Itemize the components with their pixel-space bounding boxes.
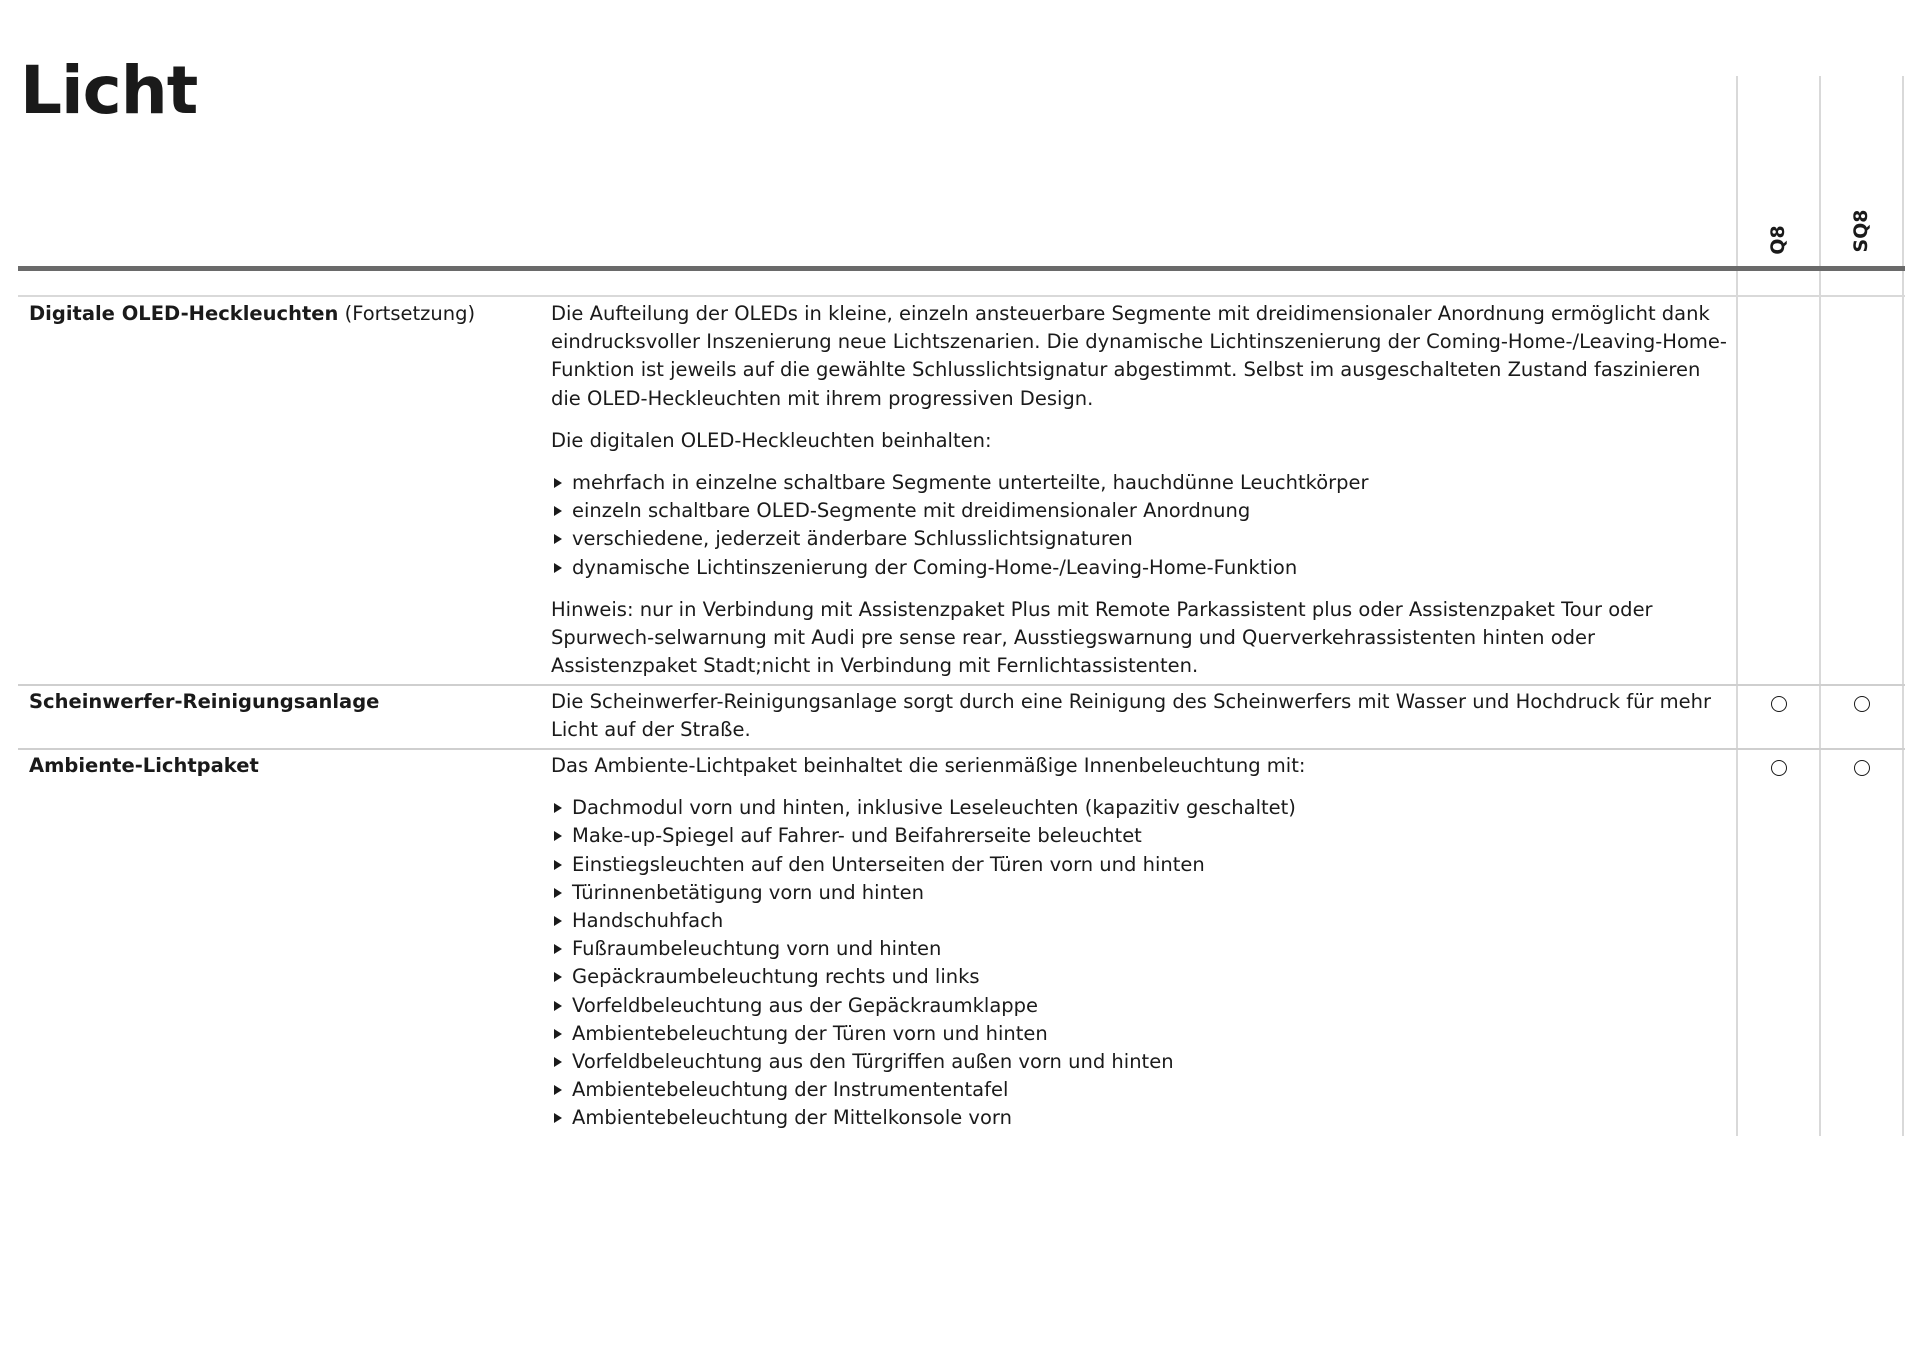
list-item: dynamische Lichtinszenierung der Coming-Home-/Leaving-Home-Funktion xyxy=(551,554,1731,582)
feature-name xyxy=(29,300,475,328)
list-item: Fußraumbeleuchtung vorn und hinten xyxy=(551,935,1731,963)
feature-name xyxy=(29,752,259,780)
availability-optional-q8 xyxy=(1771,760,1787,776)
feature-suffix: (Fortsetzung) xyxy=(338,302,476,325)
list-item: Türinnenbetätigung vorn und hinten xyxy=(551,879,1731,907)
description-paragraph: Das Ambiente-Lichtpaket beinhaltet die serienmäßige Innenbeleuchtung mit: xyxy=(551,754,1306,777)
note-paragraph: Hinweis: nur in Verbindung mit Assistenzpaket Plus mit Remote Parkassistent plus oder Assistenzpaket Tour oder Spurwech-selwarnung mit Audi pre sense rear, Ausstiegswarnung und Querverkehrassistenten hinten oder Assistenzpaket Stadt;nicht in Verbindung mit Fernlichtassistenten. xyxy=(551,597,1653,678)
list-item: Vorfeldbeleuchtung aus der Gepäckraumklappe xyxy=(551,992,1731,1020)
list-item: Handschuhfach xyxy=(551,907,1731,935)
model-header-q8: Q8 xyxy=(1767,225,1789,255)
model-header-sq8: SQ8 xyxy=(1850,209,1872,253)
list-item: einzeln schaltbare OLED-Segmente mit dreidimensionaler Anordnung xyxy=(551,497,1731,525)
column-divider xyxy=(1902,76,1904,1136)
column-divider xyxy=(1736,76,1738,1136)
feature-description xyxy=(551,300,1731,694)
availability-optional-sq8 xyxy=(1854,760,1870,776)
feature-title: Digitale OLED-Heckleuchten xyxy=(29,302,339,325)
bullet-list xyxy=(551,794,1731,1132)
row-divider xyxy=(18,748,1905,750)
feature-description xyxy=(551,752,1731,1147)
row-divider xyxy=(18,684,1905,686)
feature-name xyxy=(29,688,379,716)
availability-optional-q8 xyxy=(1771,696,1787,712)
table-top-divider xyxy=(18,295,1905,297)
description-paragraph: Die digitalen OLED-Heckleuchten beinhalten: xyxy=(551,428,992,452)
availability-optional-sq8 xyxy=(1854,696,1870,712)
list-item: Dachmodul vorn und hinten, inklusive Leseleuchten (kapazitiv geschaltet) xyxy=(551,794,1731,822)
description-paragraph: Die Scheinwerfer-Reinigungsanlage sorgt durch eine Reinigung des Scheinwerfers mit Wasser und Hochdruck für mehr Licht auf der Straße. xyxy=(551,690,1712,742)
list-item: Ambientebeleuchtung der Instrumententafel xyxy=(551,1076,1731,1104)
feature-title: Ambiente-Lichtpaket xyxy=(29,754,259,777)
feature-title: Scheinwerfer-Reinigungsanlage xyxy=(29,690,380,713)
page-title: Licht xyxy=(20,52,198,129)
column-divider xyxy=(1819,76,1821,1136)
list-item: Gepäckraumbeleuchtung rechts und links xyxy=(551,963,1731,991)
description-paragraph: Die Aufteilung der OLEDs in kleine, einzeln ansteuerbare Segmente mit dreidimensionaler Anordnung ermöglicht dank eindrucksvoller Inszenierung neue Lichtszenarien. Die dynamische Lichtinszenierung der Coming-Home-/Leaving-Home-Funktion ist jeweils auf die gewählte Schlusslichtsignatur abgestimmt. Selbst im ausgeschalteten Zustand faszinieren die OLED-Heckleuchten mit ihrem progressiven Design. xyxy=(551,302,1727,410)
list-item: Ambientebeleuchtung der Mittelkonsole vorn xyxy=(551,1104,1731,1132)
header-divider xyxy=(18,266,1905,271)
bullet-list xyxy=(551,469,1731,582)
list-item: verschiedene, jederzeit änderbare Schlusslichtsignaturen xyxy=(551,525,1731,553)
list-item: Ambientebeleuchtung der Türen vorn und hinten xyxy=(551,1020,1731,1048)
list-item: mehrfach in einzelne schaltbare Segmente unterteilte, hauchdünne Leuchtkörper xyxy=(551,469,1731,497)
list-item: Make-up-Spiegel auf Fahrer- und Beifahrerseite beleuchtet xyxy=(551,822,1731,850)
list-item: Einstiegsleuchten auf den Unterseiten der Türen vorn und hinten xyxy=(551,851,1731,879)
list-item: Vorfeldbeleuchtung aus den Türgriffen außen vorn und hinten xyxy=(551,1048,1731,1076)
